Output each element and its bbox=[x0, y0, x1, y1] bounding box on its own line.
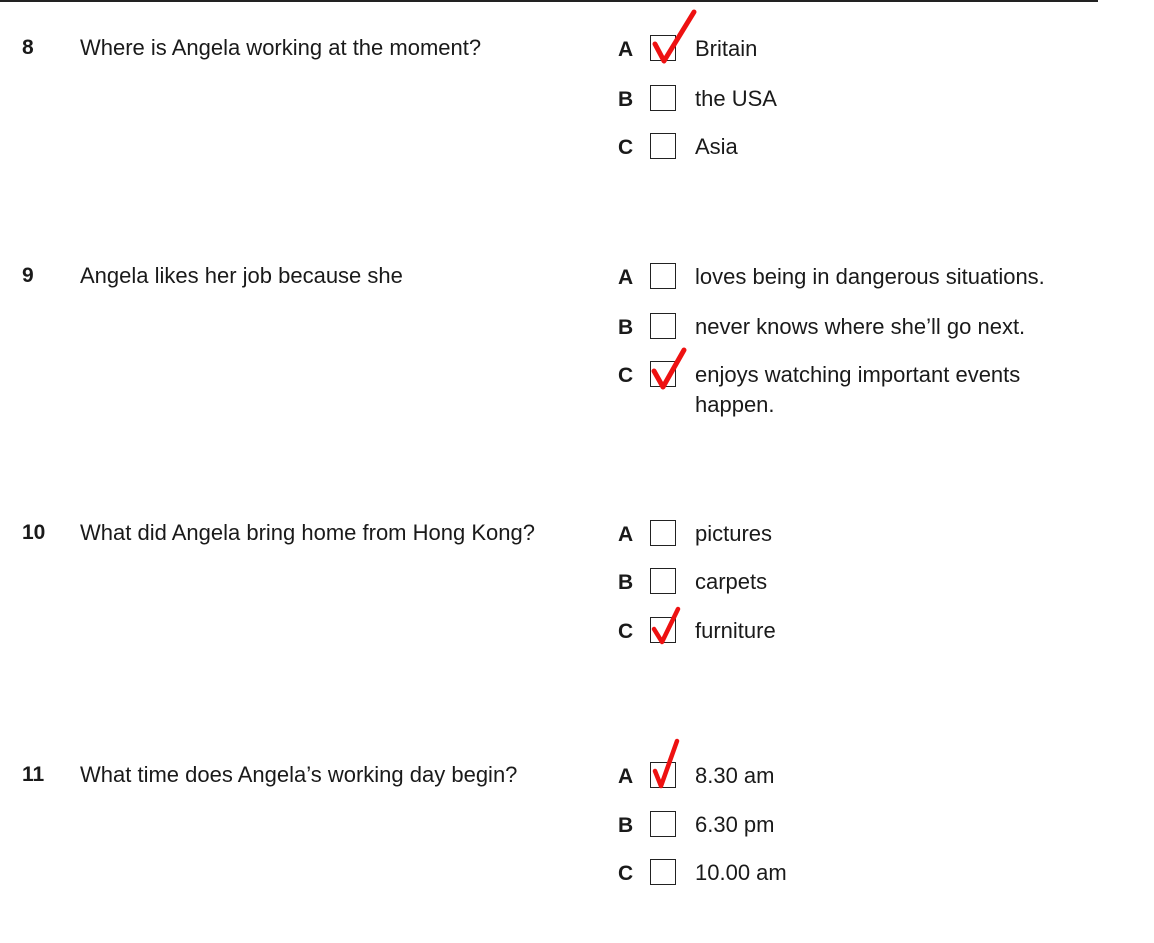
option-letter: C bbox=[618, 620, 634, 643]
option-letter: A bbox=[618, 765, 634, 788]
question-number: 11 bbox=[22, 763, 45, 786]
checkbox[interactable] bbox=[650, 85, 676, 111]
option-a[interactable] bbox=[618, 761, 1118, 791]
option-b[interactable] bbox=[618, 567, 1118, 597]
option-text: loves being in dangerous situations. bbox=[695, 264, 1045, 289]
checkbox[interactable] bbox=[650, 811, 676, 837]
option-letter: A bbox=[618, 38, 634, 61]
option-text: never knows where she’ll go next. bbox=[695, 314, 1026, 339]
option-letter: B bbox=[618, 88, 634, 111]
question-number: 10 bbox=[22, 521, 46, 544]
option-text: furniture bbox=[695, 618, 776, 643]
question-text: Angela likes her job because she bbox=[80, 263, 403, 288]
option-text: 8.30 am bbox=[695, 763, 775, 788]
red-checkmark-icon bbox=[650, 605, 684, 647]
top-divider bbox=[0, 0, 1098, 2]
option-c[interactable] bbox=[618, 360, 1118, 422]
option-letter: B bbox=[618, 814, 634, 837]
red-checkmark-icon bbox=[650, 6, 700, 66]
option-c[interactable] bbox=[618, 616, 1118, 646]
option-letter: A bbox=[618, 523, 634, 546]
option-text: pictures bbox=[695, 521, 773, 546]
option-b[interactable] bbox=[618, 810, 1118, 840]
option-text-line-1: enjoys watching important events bbox=[695, 362, 1021, 387]
checkbox[interactable] bbox=[650, 859, 676, 885]
option-letter: B bbox=[618, 571, 634, 594]
option-letter: C bbox=[618, 364, 634, 387]
option-letter: B bbox=[618, 316, 634, 339]
checkmark-stroke bbox=[655, 12, 694, 61]
option-text: the USA bbox=[695, 86, 777, 111]
option-letter: A bbox=[618, 266, 634, 289]
option-text: 6.30 pm bbox=[695, 812, 775, 837]
option-text: carpets bbox=[695, 569, 768, 594]
option-c[interactable] bbox=[618, 858, 1118, 888]
question-text: What did Angela bring home from Hong Kong? bbox=[80, 520, 535, 545]
checkmark-stroke bbox=[654, 609, 678, 642]
option-text-line-2: happen. bbox=[695, 392, 775, 417]
option-letter: C bbox=[618, 862, 634, 885]
checkbox[interactable] bbox=[650, 520, 676, 546]
checkmark-stroke bbox=[654, 350, 684, 387]
option-a[interactable] bbox=[618, 34, 1118, 64]
option-letter: C bbox=[618, 136, 634, 159]
question-number: 8 bbox=[22, 36, 34, 59]
question-number: 9 bbox=[22, 264, 34, 287]
option-c[interactable] bbox=[618, 132, 1118, 162]
option-text: 10.00 am bbox=[695, 860, 787, 885]
question-text: Where is Angela working at the moment? bbox=[80, 35, 482, 60]
option-text: Britain bbox=[695, 36, 758, 61]
checkbox[interactable] bbox=[650, 568, 676, 594]
checkmark-stroke bbox=[655, 741, 677, 786]
option-a[interactable] bbox=[618, 519, 1118, 549]
option-a[interactable] bbox=[618, 262, 1118, 292]
option-b[interactable] bbox=[618, 312, 1118, 342]
option-text bbox=[695, 360, 1115, 420]
checkbox[interactable] bbox=[650, 133, 676, 159]
red-checkmark-icon bbox=[650, 737, 684, 791]
checkbox[interactable] bbox=[650, 313, 676, 339]
option-text: Asia bbox=[695, 134, 738, 159]
question-text: What time does Angela’s working day begin? bbox=[80, 762, 518, 787]
red-checkmark-icon bbox=[650, 346, 690, 392]
checkbox[interactable] bbox=[650, 263, 676, 289]
option-b[interactable] bbox=[618, 84, 1118, 114]
